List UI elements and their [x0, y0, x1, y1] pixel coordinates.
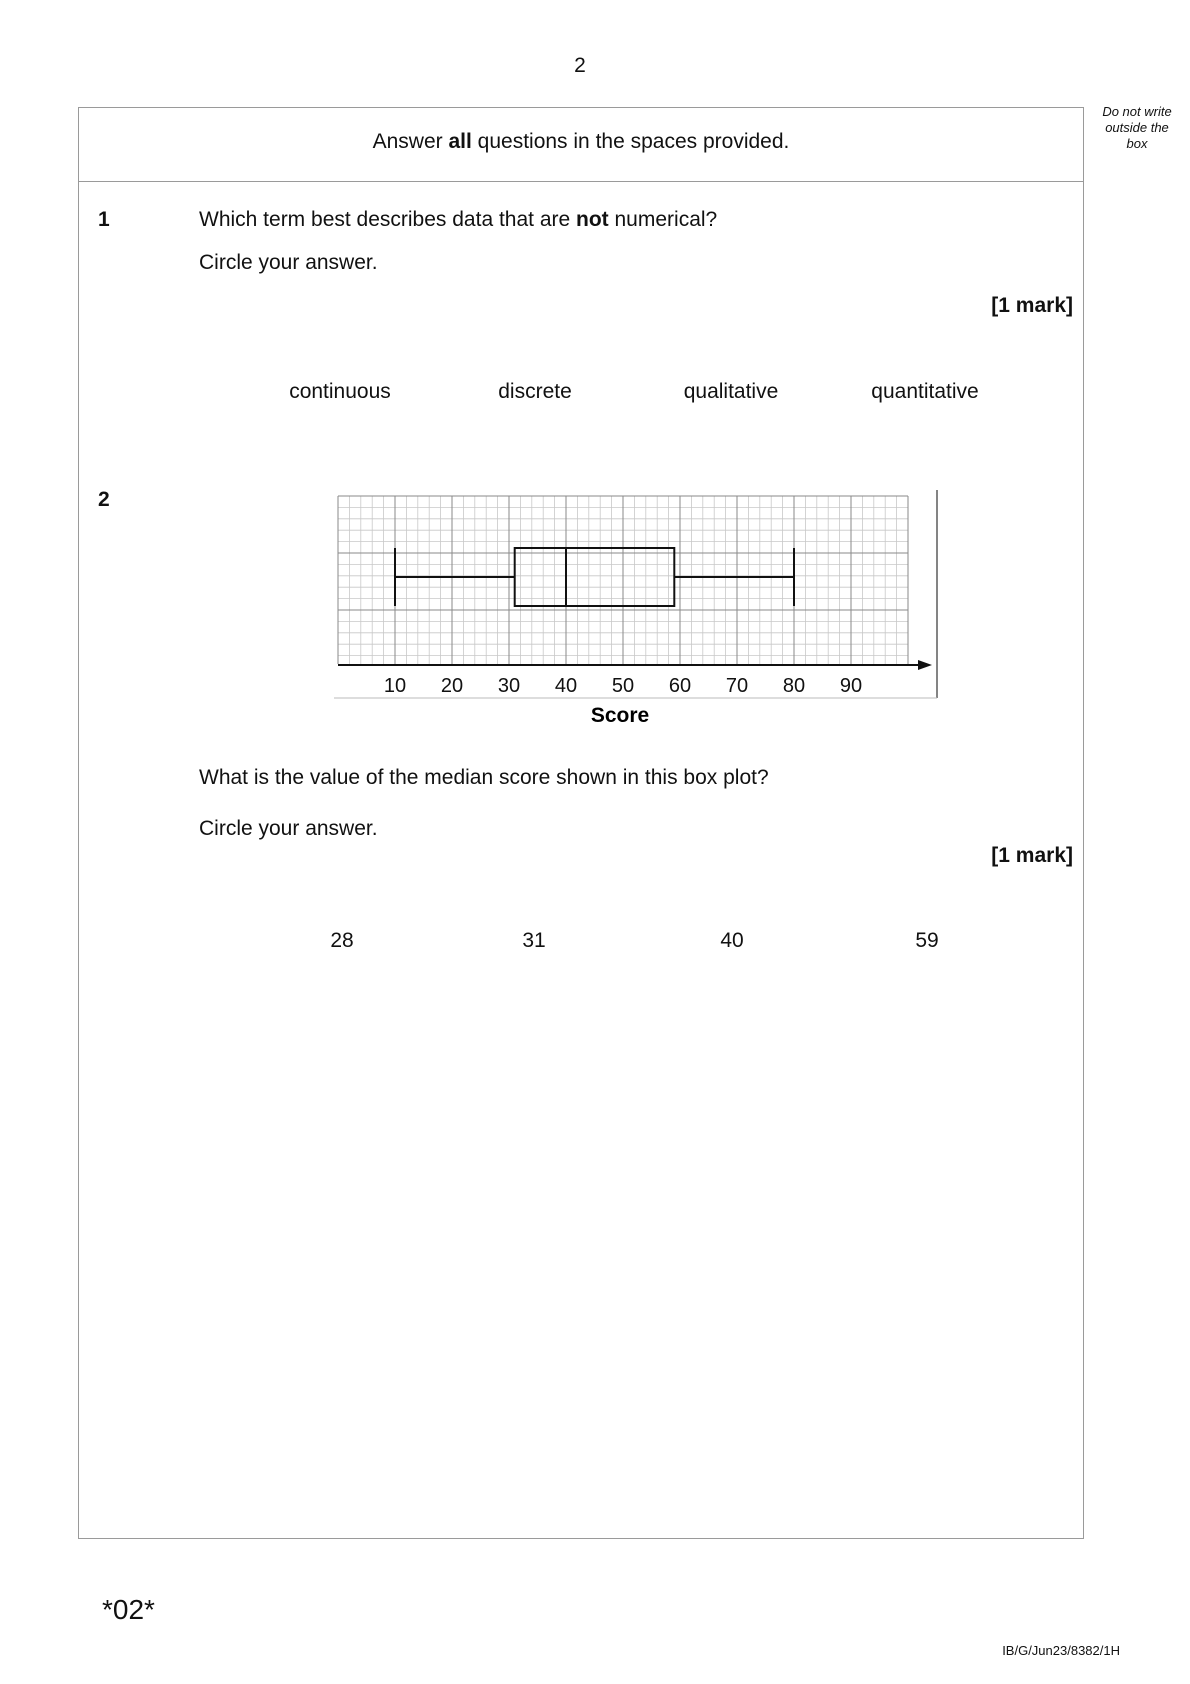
paper-reference: IB/G/Jun23/8382/1H [1002, 1643, 1120, 1658]
page-number: 2 [574, 54, 586, 77]
margin-note [1093, 104, 1181, 152]
question-2-option-28[interactable]: 28 [330, 929, 354, 952]
x-tick-labels [384, 675, 862, 697]
x-tick-label: 40 [554, 675, 578, 697]
instruction [78, 130, 1084, 154]
question-1-text-before: Which term best describes data that are [199, 208, 577, 231]
x-axis [338, 660, 932, 670]
x-tick-label: 90 [839, 675, 863, 697]
x-tick-label: 20 [440, 675, 464, 697]
box-iqr [515, 548, 675, 606]
question-2-option-40[interactable]: 40 [720, 929, 744, 952]
chart-frame [334, 490, 937, 698]
instruction-before: Answer [372, 130, 449, 153]
question-2-marks: [1 mark] [991, 844, 1073, 867]
x-axis-label: Score [590, 704, 650, 727]
question-1-prompt: Circle your answer. [199, 251, 378, 274]
x-tick-label: 80 [782, 675, 806, 697]
margin-note-line: outside the [1105, 120, 1169, 135]
page-footer-code: *02* [102, 1594, 155, 1625]
question-1-text [199, 208, 717, 232]
question-1-option-discrete[interactable]: discrete [498, 380, 572, 403]
question-2-number: 2 [98, 488, 110, 511]
box-plot [395, 548, 794, 606]
question-1-text-after: numerical? [608, 208, 718, 231]
question-1-text-bold: not [576, 208, 609, 231]
x-tick-label: 10 [383, 675, 407, 697]
question-2-option-59[interactable]: 59 [915, 929, 939, 952]
instruction-bold: all [448, 130, 472, 153]
question-1-option-continuous[interactable]: continuous [289, 380, 391, 403]
question-1-option-quantitative[interactable]: quantitative [871, 380, 979, 403]
margin-note-line: box [1126, 136, 1148, 151]
x-tick-label: 30 [497, 675, 521, 697]
x-tick-label: 60 [668, 675, 692, 697]
question-2-prompt: Circle your answer. [199, 817, 378, 840]
question-1-option-qualitative[interactable]: qualitative [683, 380, 779, 403]
question-1-marks: [1 mark] [991, 294, 1073, 317]
x-tick-label: 50 [611, 675, 635, 697]
question-2-option-31[interactable]: 31 [522, 929, 546, 952]
x-tick-label: 70 [725, 675, 749, 697]
chart-grid-major [338, 496, 908, 664]
box-plot-chart [330, 490, 950, 730]
question-2-text: What is the value of the median score shown in this box plot? [199, 766, 769, 789]
question-1-number: 1 [98, 208, 110, 231]
margin-note-line: Do not write [1102, 104, 1172, 119]
instruction-after: questions in the spaces provided. [471, 130, 790, 153]
x-axis-arrow [918, 660, 932, 670]
